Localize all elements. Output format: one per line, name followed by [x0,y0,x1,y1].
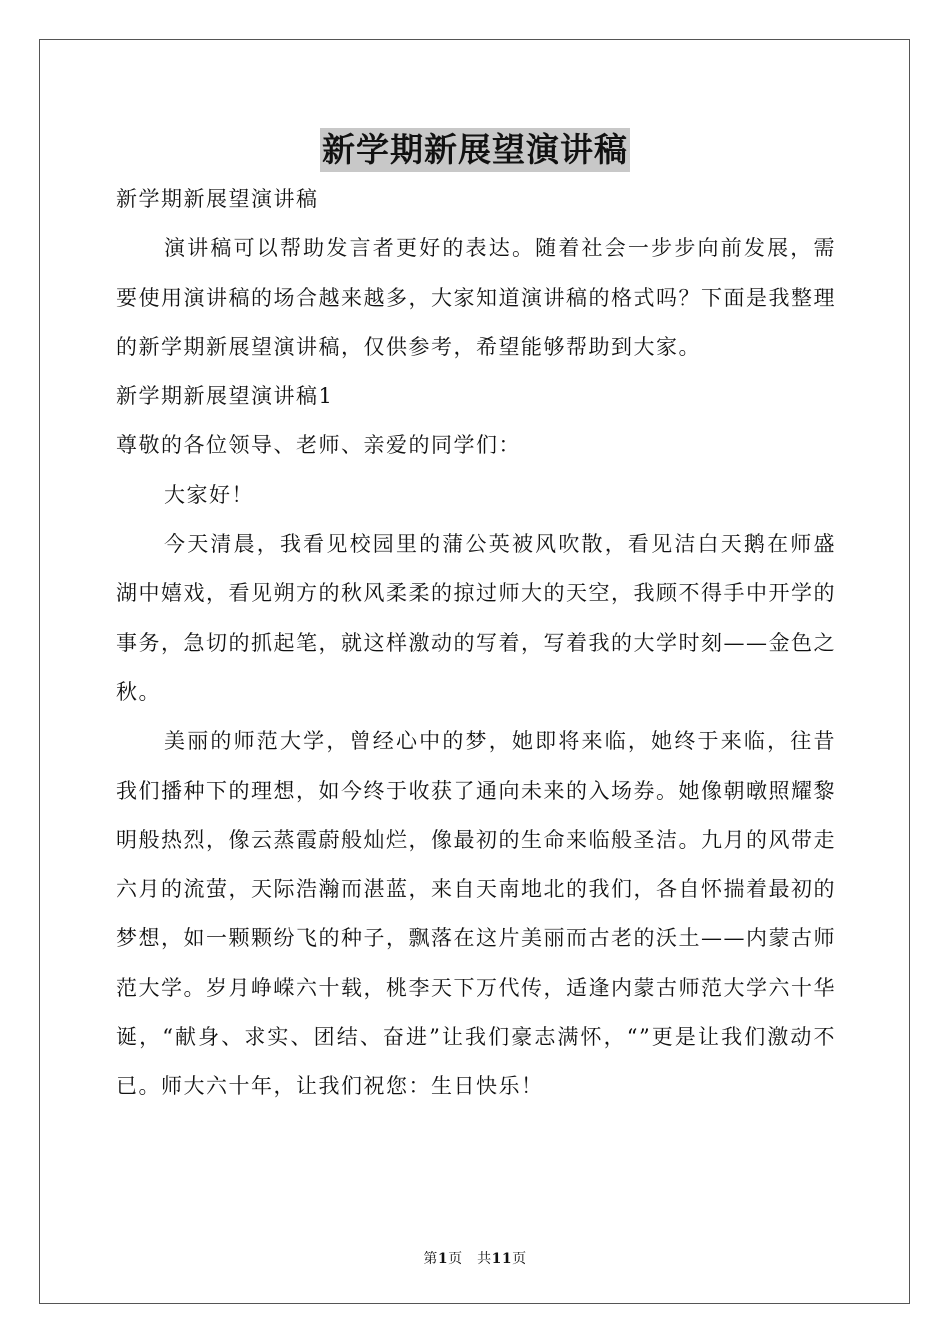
paragraph: 新学期新展望演讲稿 [116,187,319,211]
page-number-footer [0,1248,950,1268]
footer-page-suffix: 页 [512,1251,527,1267]
document-title-text: 新学期新展望演讲稿 [320,128,630,172]
paragraph: 新学期新展望演讲稿1 [116,384,334,409]
footer-page-mid: 页 共 [448,1251,492,1267]
paragraph: 大家好！ [164,482,254,507]
paragraph: 美丽的师范大学，曾经心中的梦，她即将来临，她终于来临，往昔我们播种下的理想，如今终于收获了通向未来的入场券。她像朝暾照耀黎明般热烈，像云蒸霞蔚般灿烂，像最初的生命来临般圣洁。九月的风带走六月的流萤，天际浩瀚而湛蓝，来自天南地北的我们，各自怀揣着最初的梦想，如一颗颗纷飞的种子，飘落在这片美丽而古老的沃土——内蒙古师范大学。岁月峥嵘六十载，桃李天下万代传，适逢内蒙古师范大学六十华诞，“献身、求实、团结、奋进”让我们豪志满怀，“”更是让我们激动不已。师大六十年，让我们祝您：生日快乐！ [116,729,836,1099]
footer-page-current: 1 [437,1251,449,1267]
paragraph: 尊敬的各位领导、老师、亲爱的同学们： [116,433,521,458]
footer-page-prefix: 第 [423,1251,438,1267]
footer-page-total: 11 [491,1251,513,1267]
paragraph: 演讲稿可以帮助发言者更好的表达。随着社会一步步向前发展，需要使用演讲稿的场合越来越多，大家知道演讲稿的格式吗？下面是我整理的新学期新展望演讲稿，仅供参考，希望能够帮助到大家。 [116,236,836,359]
paragraph: 今天清晨，我看见校园里的蒲公英被风吹散，看见洁白天鹅在师盛湖中嬉戏，看见朔方的秋风柔柔的掠过师大的天空，我顾不得手中开学的事务，急切的抓起笔，就这样激动的写着，写着我的大学时刻——金色之秋。 [116,532,836,704]
document-body [116,175,836,1112]
document-title [0,124,950,176]
